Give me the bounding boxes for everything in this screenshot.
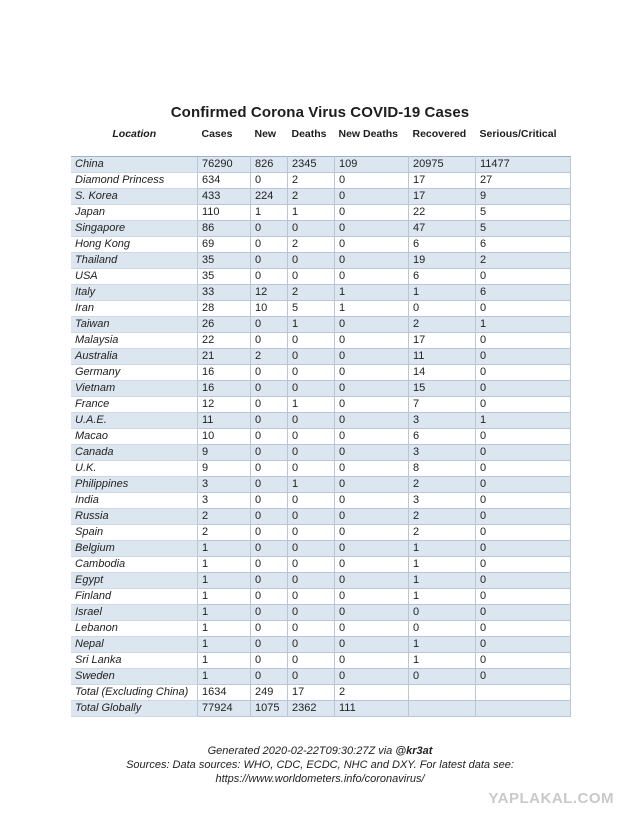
cell-recovered: 1	[409, 541, 476, 557]
cell-deaths: 2	[288, 285, 335, 301]
cell-location: Spain	[71, 525, 198, 541]
cell-new: 0	[251, 637, 288, 653]
cell-new-deaths: 0	[335, 493, 409, 509]
cell-location: Total (Excluding China)	[71, 685, 198, 701]
cell-location: Finland	[71, 589, 198, 605]
cell-new: 0	[251, 365, 288, 381]
cell-new-deaths: 0	[335, 237, 409, 253]
cell-new-deaths: 0	[335, 557, 409, 573]
cell-recovered: 15	[409, 381, 476, 397]
cell-new-deaths: 2	[335, 685, 409, 701]
table-body	[71, 157, 571, 717]
header-serious-critical: Serious/Critical	[479, 127, 557, 140]
cell-location: Thailand	[71, 253, 198, 269]
cell-new-deaths: 0	[335, 573, 409, 589]
cell-new: 0	[251, 221, 288, 237]
table-row	[71, 653, 571, 669]
cell-new-deaths: 0	[335, 333, 409, 349]
cell-serious-critical: 0	[476, 653, 571, 669]
cell-cases: 11	[198, 413, 251, 429]
cell-serious-critical: 0	[476, 445, 571, 461]
cell-serious-critical: 0	[476, 381, 571, 397]
cell-recovered: 22	[409, 205, 476, 221]
cell-recovered	[409, 685, 476, 701]
cell-deaths: 0	[288, 573, 335, 589]
cell-new: 0	[251, 381, 288, 397]
header-cases: Cases	[201, 127, 233, 140]
table-row	[71, 205, 571, 221]
cell-new: 224	[251, 189, 288, 205]
cell-cases: 1	[198, 653, 251, 669]
cell-recovered: 8	[409, 461, 476, 477]
table-row	[71, 237, 571, 253]
cell-location: Russia	[71, 509, 198, 525]
cell-new-deaths: 1	[335, 285, 409, 301]
table-row	[71, 333, 571, 349]
cell-location: Hong Kong	[71, 237, 198, 253]
cell-deaths: 0	[288, 493, 335, 509]
cell-recovered: 6	[409, 237, 476, 253]
cell-cases: 22	[198, 333, 251, 349]
table-row	[71, 157, 571, 173]
cell-recovered: 17	[409, 173, 476, 189]
cell-location: Philippines	[71, 477, 198, 493]
table-row	[71, 445, 571, 461]
cell-recovered: 0	[409, 605, 476, 621]
cell-recovered: 6	[409, 269, 476, 285]
cell-location: Italy	[71, 285, 198, 301]
cell-new: 0	[251, 269, 288, 285]
cell-recovered: 1	[409, 573, 476, 589]
cell-new-deaths: 0	[335, 589, 409, 605]
watermark-logo: YAPLAKAL.COM	[488, 790, 614, 807]
cell-cases: 1	[198, 573, 251, 589]
cell-deaths: 5	[288, 301, 335, 317]
cell-new: 0	[251, 429, 288, 445]
cell-cases: 16	[198, 381, 251, 397]
cell-recovered: 0	[409, 301, 476, 317]
cell-new: 0	[251, 605, 288, 621]
cell-new-deaths: 0	[335, 605, 409, 621]
cell-serious-critical: 0	[476, 589, 571, 605]
cell-location: Vietnam	[71, 381, 198, 397]
cell-location: Belgium	[71, 541, 198, 557]
cell-recovered: 20975	[409, 157, 476, 173]
cell-cases: 10	[198, 429, 251, 445]
cell-new-deaths: 0	[335, 669, 409, 685]
cell-new-deaths: 0	[335, 477, 409, 493]
header-location: Location	[112, 127, 157, 140]
cell-serious-critical: 11477	[476, 157, 571, 173]
cell-cases: 1	[198, 621, 251, 637]
cell-new-deaths: 1	[335, 301, 409, 317]
cell-serious-critical: 0	[476, 509, 571, 525]
table-row	[71, 477, 571, 493]
table-row	[71, 301, 571, 317]
cell-cases: 2	[198, 509, 251, 525]
cell-cases: 21	[198, 349, 251, 365]
cell-recovered: 1	[409, 653, 476, 669]
cell-deaths: 0	[288, 365, 335, 381]
cell-new: 10	[251, 301, 288, 317]
cell-new-deaths: 111	[335, 701, 409, 717]
cell-recovered: 7	[409, 397, 476, 413]
cell-new: 0	[251, 461, 288, 477]
cell-recovered: 2	[409, 317, 476, 333]
cell-serious-critical: 0	[476, 605, 571, 621]
cell-serious-critical: 5	[476, 205, 571, 221]
cell-new: 0	[251, 525, 288, 541]
table-row	[71, 253, 571, 269]
table-row	[71, 413, 571, 429]
cell-recovered: 1	[409, 557, 476, 573]
cell-deaths: 2	[288, 189, 335, 205]
table-row	[71, 397, 571, 413]
cell-new: 0	[251, 589, 288, 605]
header-recovered: Recovered	[412, 127, 467, 140]
cell-deaths: 2345	[288, 157, 335, 173]
table-row	[71, 621, 571, 637]
cell-cases: 77924	[198, 701, 251, 717]
cell-deaths: 2	[288, 173, 335, 189]
cell-cases: 9	[198, 445, 251, 461]
cell-new-deaths: 0	[335, 445, 409, 461]
cell-new-deaths: 0	[335, 509, 409, 525]
cell-cases: 28	[198, 301, 251, 317]
cell-deaths: 17	[288, 685, 335, 701]
cell-serious-critical: 0	[476, 573, 571, 589]
cell-cases: 1	[198, 669, 251, 685]
cell-new-deaths: 0	[335, 461, 409, 477]
cell-deaths: 0	[288, 429, 335, 445]
cell-recovered: 3	[409, 493, 476, 509]
cell-serious-critical: 0	[476, 349, 571, 365]
table-row	[71, 669, 571, 685]
cell-deaths: 0	[288, 509, 335, 525]
cell-deaths: 0	[288, 653, 335, 669]
cell-deaths: 1	[288, 397, 335, 413]
cell-new: 0	[251, 477, 288, 493]
cell-serious-critical: 0	[476, 493, 571, 509]
cell-recovered: 17	[409, 333, 476, 349]
cell-cases: 1	[198, 589, 251, 605]
cell-new-deaths: 0	[335, 205, 409, 221]
header-new-deaths: New Deaths	[338, 127, 399, 140]
cell-location: China	[71, 157, 198, 173]
cell-cases: 110	[198, 205, 251, 221]
cell-serious-critical: 27	[476, 173, 571, 189]
cell-new: 0	[251, 413, 288, 429]
cell-recovered: 1	[409, 637, 476, 653]
cell-location: U.A.E.	[71, 413, 198, 429]
footer	[0, 744, 640, 786]
cell-serious-critical: 2	[476, 253, 571, 269]
cell-cases: 2	[198, 525, 251, 541]
cell-location: Total Globally	[71, 701, 198, 717]
cell-new-deaths: 0	[335, 269, 409, 285]
cell-location: Sri Lanka	[71, 653, 198, 669]
cell-deaths: 0	[288, 637, 335, 653]
cell-recovered: 1	[409, 589, 476, 605]
cell-location: S. Korea	[71, 189, 198, 205]
cell-new-deaths: 0	[335, 525, 409, 541]
cell-new-deaths: 0	[335, 397, 409, 413]
cell-recovered: 3	[409, 445, 476, 461]
table-row	[71, 365, 571, 381]
cell-location: Macao	[71, 429, 198, 445]
table-row	[71, 685, 571, 701]
cell-recovered: 0	[409, 621, 476, 637]
cell-new: 0	[251, 237, 288, 253]
cell-deaths: 0	[288, 461, 335, 477]
cell-deaths: 0	[288, 621, 335, 637]
cell-serious-critical: 0	[476, 637, 571, 653]
cell-serious-critical: 0	[476, 397, 571, 413]
cell-serious-critical: 0	[476, 333, 571, 349]
cell-location: Singapore	[71, 221, 198, 237]
cell-location: Lebanon	[71, 621, 198, 637]
table-row	[71, 589, 571, 605]
table-row	[71, 525, 571, 541]
cell-cases: 9	[198, 461, 251, 477]
cell-new-deaths: 0	[335, 221, 409, 237]
cell-deaths: 0	[288, 221, 335, 237]
cell-location: Cambodia	[71, 557, 198, 573]
page-title: Confirmed Corona Virus COVID-19 Cases	[170, 104, 470, 121]
generated-text: Generated 2020-02-22T09:30:27Z via	[207, 745, 396, 757]
cell-cases: 69	[198, 237, 251, 253]
cell-deaths: 0	[288, 413, 335, 429]
cell-serious-critical: 0	[476, 525, 571, 541]
table-row	[71, 637, 571, 653]
cell-new: 0	[251, 669, 288, 685]
cell-serious-critical: 1	[476, 413, 571, 429]
header-deaths: Deaths	[291, 127, 327, 140]
table-row	[71, 541, 571, 557]
cell-new-deaths: 0	[335, 173, 409, 189]
cell-recovered: 2	[409, 477, 476, 493]
table-row	[71, 285, 571, 301]
cell-new: 249	[251, 685, 288, 701]
cell-new: 0	[251, 333, 288, 349]
table-row	[71, 317, 571, 333]
cell-location: Nepal	[71, 637, 198, 653]
cell-new: 0	[251, 557, 288, 573]
cell-serious-critical: 6	[476, 285, 571, 301]
header-new: New	[254, 127, 277, 140]
cell-cases: 1	[198, 541, 251, 557]
cell-deaths: 0	[288, 541, 335, 557]
table-row	[71, 429, 571, 445]
cell-cases: 33	[198, 285, 251, 301]
cell-cases: 1	[198, 605, 251, 621]
cell-cases: 12	[198, 397, 251, 413]
cell-location: Australia	[71, 349, 198, 365]
cases-table	[71, 126, 571, 717]
cell-deaths: 0	[288, 381, 335, 397]
table-row	[71, 493, 571, 509]
cell-cases: 35	[198, 253, 251, 269]
cell-recovered: 19	[409, 253, 476, 269]
cell-deaths: 2	[288, 237, 335, 253]
cell-location: Taiwan	[71, 317, 198, 333]
cell-serious-critical: 0	[476, 429, 571, 445]
cell-new: 0	[251, 653, 288, 669]
cell-cases: 76290	[198, 157, 251, 173]
cell-recovered: 1	[409, 285, 476, 301]
cell-new: 0	[251, 173, 288, 189]
cell-cases: 634	[198, 173, 251, 189]
table-row	[71, 557, 571, 573]
cell-location: USA	[71, 269, 198, 285]
cell-new-deaths: 0	[335, 381, 409, 397]
cell-cases: 35	[198, 269, 251, 285]
table-row	[71, 701, 571, 717]
sources-line: Sources: Data sources: WHO, CDC, ECDC, NHC and DXY. For latest data see:	[126, 759, 514, 771]
cell-serious-critical: 0	[476, 461, 571, 477]
cell-deaths: 0	[288, 525, 335, 541]
cell-serious-critical: 1	[476, 317, 571, 333]
cell-recovered: 11	[409, 349, 476, 365]
cell-serious-critical: 0	[476, 269, 571, 285]
table-header-row	[71, 126, 571, 142]
cell-new: 0	[251, 445, 288, 461]
cell-recovered: 6	[409, 429, 476, 445]
cell-location: Egypt	[71, 573, 198, 589]
cell-location: Israel	[71, 605, 198, 621]
cell-deaths: 1	[288, 477, 335, 493]
cell-new-deaths: 0	[335, 621, 409, 637]
cell-serious-critical: 0	[476, 669, 571, 685]
cell-new: 0	[251, 621, 288, 637]
cell-deaths: 0	[288, 445, 335, 461]
cell-cases: 3	[198, 477, 251, 493]
cell-recovered: 14	[409, 365, 476, 381]
cell-serious-critical: 5	[476, 221, 571, 237]
cell-deaths: 0	[288, 333, 335, 349]
table-row	[71, 173, 571, 189]
cell-serious-critical	[476, 685, 571, 701]
cell-serious-critical: 9	[476, 189, 571, 205]
cell-cases: 1	[198, 637, 251, 653]
cell-serious-critical: 0	[476, 477, 571, 493]
cell-recovered: 2	[409, 525, 476, 541]
cell-new: 826	[251, 157, 288, 173]
cell-serious-critical: 6	[476, 237, 571, 253]
cell-new-deaths: 0	[335, 349, 409, 365]
cell-cases: 26	[198, 317, 251, 333]
cell-new: 0	[251, 317, 288, 333]
cell-location: India	[71, 493, 198, 509]
cell-recovered: 47	[409, 221, 476, 237]
cell-cases: 1	[198, 557, 251, 573]
cell-location: Diamond Princess	[71, 173, 198, 189]
cell-new-deaths: 0	[335, 413, 409, 429]
cell-serious-critical: 0	[476, 621, 571, 637]
cell-location: Malaysia	[71, 333, 198, 349]
cell-new: 12	[251, 285, 288, 301]
cell-serious-critical: 0	[476, 301, 571, 317]
cell-location: Japan	[71, 205, 198, 221]
cell-recovered: 0	[409, 669, 476, 685]
cell-serious-critical: 0	[476, 557, 571, 573]
source-url: https://www.worldometers.info/coronavirus/	[215, 773, 425, 785]
cell-new: 0	[251, 541, 288, 557]
cell-deaths: 0	[288, 605, 335, 621]
cell-new: 0	[251, 573, 288, 589]
cell-new-deaths: 0	[335, 429, 409, 445]
table-row	[71, 349, 571, 365]
cell-recovered: 3	[409, 413, 476, 429]
table-row	[71, 509, 571, 525]
table-row	[71, 573, 571, 589]
cell-serious-critical: 0	[476, 541, 571, 557]
cell-new: 0	[251, 397, 288, 413]
cell-serious-critical: 0	[476, 365, 571, 381]
cell-location: France	[71, 397, 198, 413]
generated-line	[0, 744, 640, 758]
cell-location: Sweden	[71, 669, 198, 685]
cell-new-deaths: 0	[335, 653, 409, 669]
cell-cases: 433	[198, 189, 251, 205]
cell-location: Canada	[71, 445, 198, 461]
cell-deaths: 0	[288, 589, 335, 605]
cell-deaths: 0	[288, 269, 335, 285]
cell-deaths: 0	[288, 349, 335, 365]
cell-new: 0	[251, 253, 288, 269]
cell-deaths: 1	[288, 205, 335, 221]
cell-new: 0	[251, 509, 288, 525]
cell-new-deaths: 0	[335, 317, 409, 333]
cell-recovered: 2	[409, 509, 476, 525]
cell-new: 1075	[251, 701, 288, 717]
cell-cases: 3	[198, 493, 251, 509]
cell-new-deaths: 109	[335, 157, 409, 173]
cell-new-deaths: 0	[335, 365, 409, 381]
cell-recovered	[409, 701, 476, 717]
table-row	[71, 221, 571, 237]
table-row	[71, 605, 571, 621]
cell-new: 1	[251, 205, 288, 221]
cell-new: 0	[251, 493, 288, 509]
cell-location: Iran	[71, 301, 198, 317]
table-row	[71, 269, 571, 285]
cell-deaths: 0	[288, 557, 335, 573]
cell-new-deaths: 0	[335, 541, 409, 557]
cell-new-deaths: 0	[335, 189, 409, 205]
cell-recovered: 17	[409, 189, 476, 205]
cell-serious-critical	[476, 701, 571, 717]
cell-deaths: 0	[288, 669, 335, 685]
cell-deaths: 0	[288, 253, 335, 269]
cell-deaths: 2362	[288, 701, 335, 717]
cell-cases: 1634	[198, 685, 251, 701]
table-row	[71, 461, 571, 477]
cell-location: Germany	[71, 365, 198, 381]
table-row	[71, 189, 571, 205]
table-row	[71, 381, 571, 397]
cell-cases: 16	[198, 365, 251, 381]
cell-new-deaths: 0	[335, 637, 409, 653]
cell-location: U.K.	[71, 461, 198, 477]
cell-deaths: 1	[288, 317, 335, 333]
author-handle: @kr3at	[395, 745, 433, 757]
cell-new: 2	[251, 349, 288, 365]
cell-cases: 86	[198, 221, 251, 237]
cell-new-deaths: 0	[335, 253, 409, 269]
